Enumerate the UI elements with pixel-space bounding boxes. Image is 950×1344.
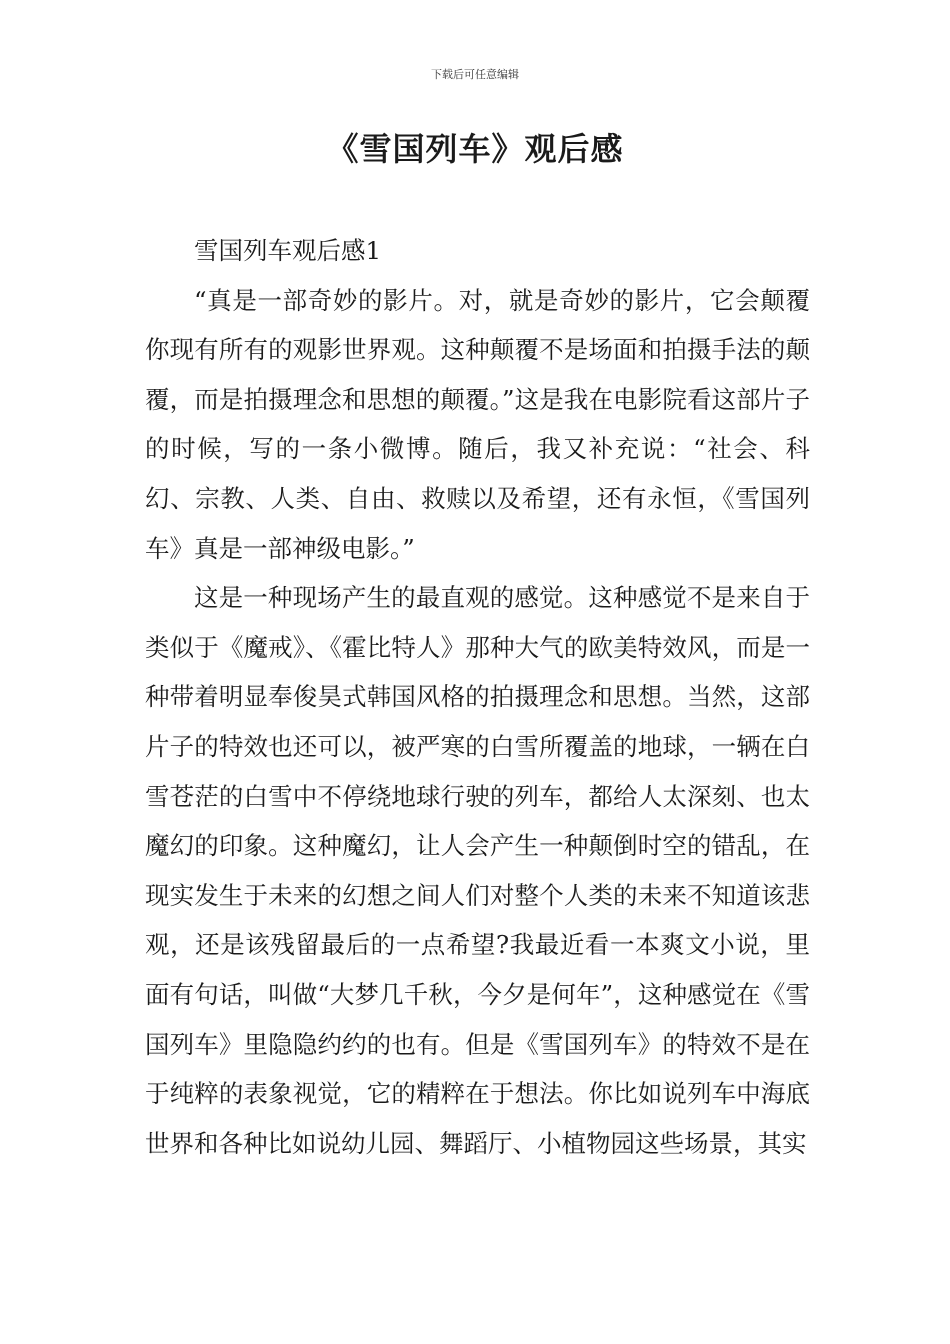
document-body [145, 226, 810, 1168]
paragraph-1: “真是一部奇妙的影片。对，就是奇妙的影片，它会颠覆你现有所有的观影世界观。这种颠覆不是场面和拍摄手法的颠覆，而是拍摄理念和思想的颠覆。”这是我在电影院看这部片子的时候，写的一条小微博。随后，我又补充说：“社会、科幻、宗教、人类、自由、救赎以及希望，还有永恒，《雪国列车》真是一部神级电影。” [145, 285, 810, 563]
document-title: 《雪国列车》观后感 [326, 130, 624, 168]
section-heading: 雪国列车观后感1 [194, 236, 382, 265]
paragraph-2: 这是一种现场产生的最直观的感觉。这种感觉不是来自于类似于《魔戒》、《霍比特人》那种大气的欧美特效风，而是一种带着明显奉俊昊式韩国风格的拍摄理念和思想。当然，这部片子的特效也还可以，被严寒的白雪所覆盖的地球，一辆在白雪苍茫的白雪中不停绕地球行驶的列车，都给人太深刻、也太魔幻的印象。这种魔幻，让人会产生一种颠倒时空的错乱，在现实发生于未来的幻想之间人们对整个人类的未来不知道该悲观，还是该残留最后的一点希望?我最近看一本爽文小说，里面有句话，叫做“大梦几千秋，今夕是何年”，这种感觉在《雪国列车》里隐隐约约的也有。但是《雪国列车》的特效不是在于纯粹的表象视觉，它的精粹在于想法。你比如说列车中海底世界和各种比如说幼儿园、舞蹈厅、小植物园这些场景，其实 [145, 583, 810, 1158]
header-note: 下载后可任意编辑 [431, 68, 519, 81]
